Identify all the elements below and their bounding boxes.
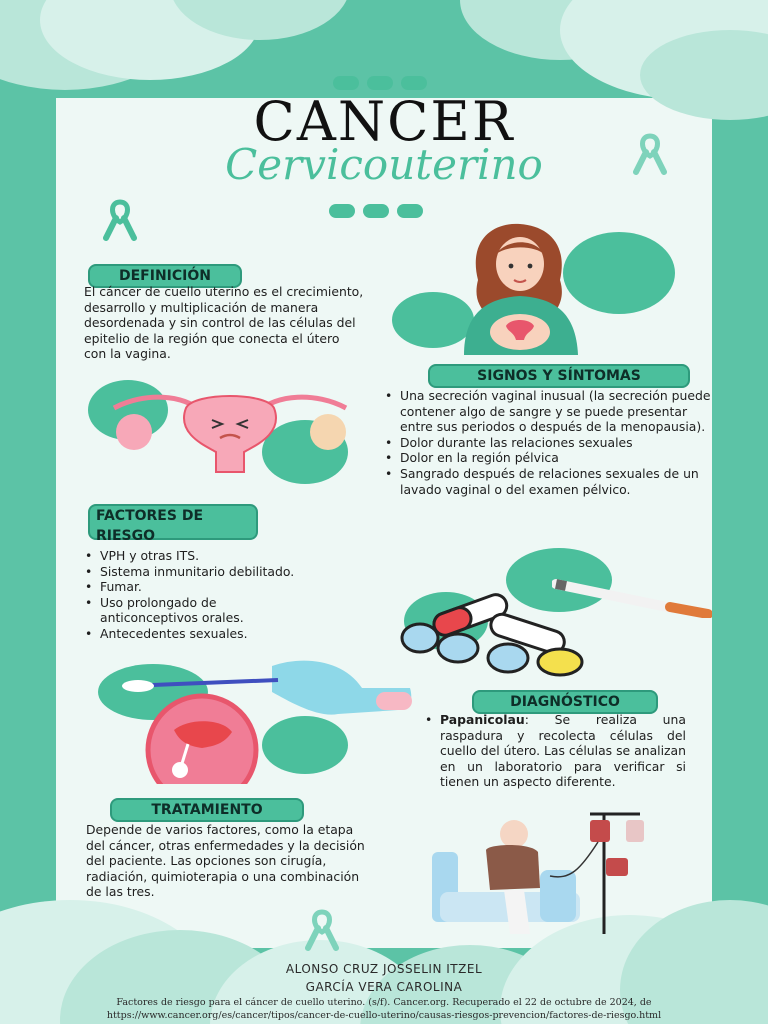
list-item: • Sangrado después de relaciones sexuales de un lavado vaginal o del examen pélvico.	[400, 466, 712, 497]
awareness-ribbon-icon	[98, 198, 142, 242]
reference-line-1: Factores de riesgo para el cáncer de cuello uterino. (s/f). Cancer.org. Recuperado el 22 de octubre de 2024, de	[116, 997, 652, 1008]
page-title: CANCER	[253, 90, 515, 153]
definicion-heading: DEFINICIÓN	[88, 264, 242, 288]
definicion-text: El cáncer de cuello uterino es el crecimiento, desarrollo y multiplicación de manera desordenada y sin control de las células del epitelio de la región que conecta el útero con la vagina.	[84, 284, 364, 362]
list-item	[440, 712, 686, 790]
decor-dot	[333, 76, 359, 90]
list-item: • VPH y otras ITS.	[100, 548, 302, 564]
uterus-illustration	[94, 388, 366, 474]
factores-heading-line2: RIESGO	[96, 528, 156, 544]
diagnostico-term: Papanicolau	[440, 712, 525, 727]
decor-dot	[329, 204, 355, 218]
tratamiento-heading: TRATAMIENTO	[110, 798, 304, 822]
decor-dot	[363, 204, 389, 218]
signos-list	[382, 388, 712, 497]
awareness-ribbon-icon	[300, 908, 344, 952]
author-1: ALONSO CRUZ JOSSELIN ITZEL	[285, 962, 483, 976]
list-item: • Una secreción vaginal inusual (la secreción puede contener algo de sangre y se puede presentar entre sus periodos o después de la menopausia).	[400, 388, 712, 435]
decor-dot	[367, 76, 393, 90]
diagnostico-text: : Se realiza una raspadura y recolecta células del cuello del útero. Las células se analizan en un laboratorio para verificar si tienen un aspecto diferente.	[440, 712, 686, 790]
factores-list-wrap	[82, 548, 302, 642]
pap-smear-illustration	[118, 652, 414, 784]
pills-illustration	[398, 590, 588, 678]
list-item: • Sistema inmunitario debilitado.	[100, 564, 302, 580]
patient-iv-drip-illustration	[430, 810, 668, 942]
factores-list	[82, 548, 302, 642]
factores-heading	[88, 504, 258, 544]
list-item: • Dolor en la región pélvica	[400, 450, 712, 466]
diagnostico-heading: DIAGNÓSTICO	[472, 690, 658, 714]
woman-holding-uterus-illustration	[448, 220, 593, 355]
list-item: • Fumar.	[100, 579, 302, 595]
list-item: • Antecedentes sexuales.	[100, 626, 302, 642]
decor-dot	[397, 204, 423, 218]
decor-dot	[401, 76, 427, 90]
page-subtitle: Cervicouterino	[225, 140, 543, 189]
author-2: GARCÍA VERA CAROLINA	[305, 980, 463, 994]
awareness-ribbon-icon	[628, 132, 672, 176]
list-item: • Dolor durante las relaciones sexuales	[400, 435, 712, 451]
factores-heading-line1: FACTORES DE	[96, 508, 204, 524]
reference-line-2: https://www.cancer.org/es/cancer/tipos/cancer-de-cuello-uterino/causas-riesgos-prevencion/factores-de-riesgo.html	[106, 1010, 662, 1021]
diagnostico-list	[422, 712, 686, 790]
diagnostico-text-wrap	[422, 712, 686, 790]
list-item: • Uso prolongado de anticonceptivos orales.	[100, 595, 302, 626]
tratamiento-text: Depende de varios factores, como la etapa del cáncer, otras enfermedades y la decisión del paciente. Las opciones son cirugía, radiación, quimioterapia o una combinación de las tres.	[86, 822, 365, 900]
signos-heading: SIGNOS Y SÍNTOMAS	[428, 364, 690, 388]
signos-list-wrap	[382, 388, 712, 497]
